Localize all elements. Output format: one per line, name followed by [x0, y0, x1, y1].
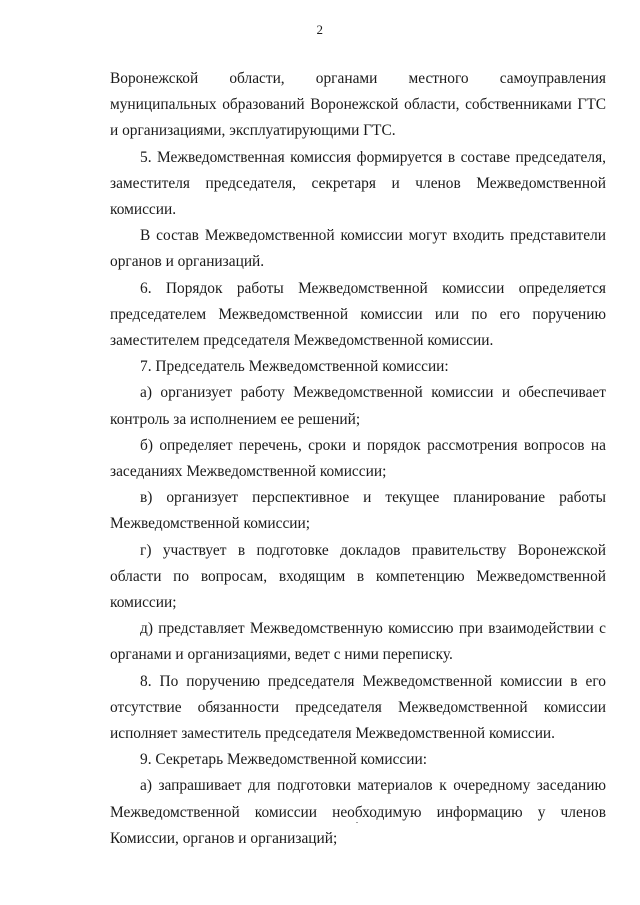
paragraph-item-9: 9. Секретарь Межведомственной комиссии: [140, 751, 428, 769]
paragraph-item-7v: в) организует перспективное и текущее планирование работы Межведомственной комиссии; [110, 489, 606, 533]
scan-speck [356, 822, 358, 823]
page-number: 2 [316, 22, 324, 37]
paragraph-item-7: 7. Председатель Межведомственной комиссии: [140, 358, 449, 376]
paragraph-item-8: 8. По поручению председателя Межведомственной комиссии в его отсутствие обязанности председателя Межведомственной комиссии исполняет заместитель председателя Межведомственной комиссии. [110, 672, 606, 743]
paragraph-composition: В состав Межведомственной комиссии могут входить представители органов и организаций. [110, 227, 606, 271]
paragraph-item-6: 6. Порядок работы Межведомственной комиссии определяется председателем Межведомственной комиссии или по его поручению заместителем председателя Межведомственной комиссии. [110, 279, 606, 350]
paragraph-item-7d: д) представляет Межведомственную комиссию при взаимодействии с органами и организациями, ведет с ними переписку. [110, 620, 606, 664]
paragraph-item-5: 5. Межведомственная комиссия формируется в составе председателя, заместителя председателя, секретаря и членов Межведомственной комиссии. [110, 148, 606, 219]
paragraph-item-9a: а) запрашивает для подготовки материалов к очередному заседанию Межведомственной комиссии необходимую информацию у членов Комиссии, органов и организаций; [110, 777, 606, 847]
document-body [110, 66, 606, 852]
paragraph-item-7b: б) определяет перечень, сроки и порядок рассмотрения вопросов на заседаниях Межведомственной комиссии; [110, 436, 606, 481]
paragraph-continuation: Воронежской области, органами местного самоуправления муниципальных образований Воронежской области, собственниками ГТС и организациями, эксплуатирующими ГТС. [110, 70, 606, 140]
paragraph-item-7g: г) участвует в подготовке докладов правительству Воронежской области по вопросам, входящим в компетенцию Межведомственной комиссии; [110, 541, 606, 612]
paragraph-item-7a: а) организует работу Межведомственной комиссии и обеспечивает контроль за исполнением ее решений; [110, 384, 606, 428]
